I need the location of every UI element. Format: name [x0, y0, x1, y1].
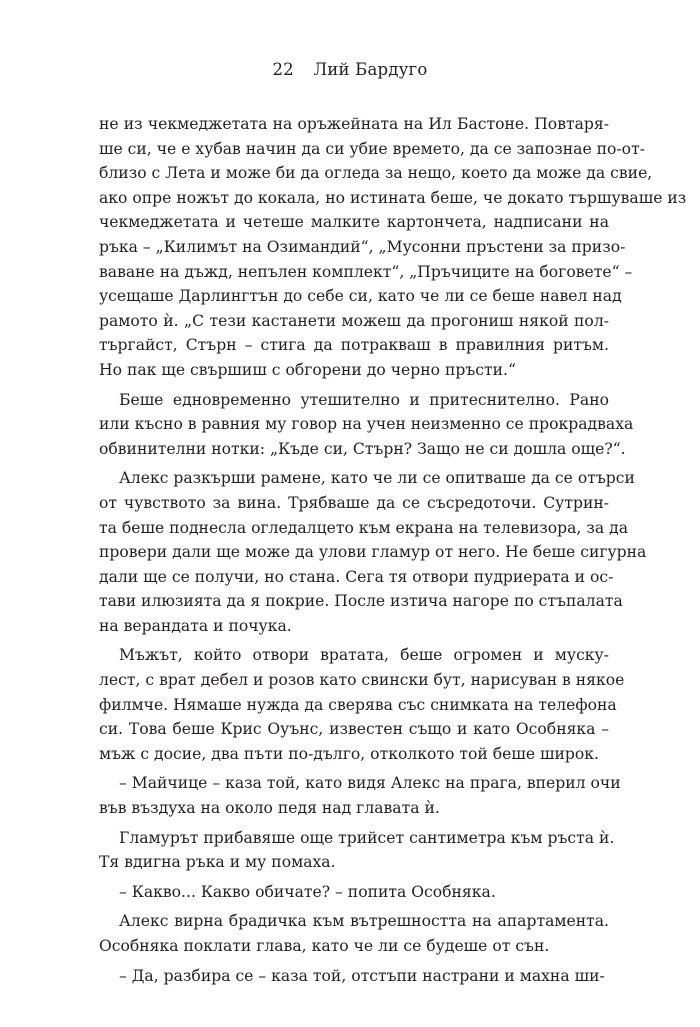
text-line: филмче. Нямаше нужда да сверява със снимката на телефона	[99, 695, 617, 714]
text-line: – Какво... Какво обичате? – попита Особняка.	[119, 882, 496, 901]
paragraph	[99, 880, 609, 905]
paragraph	[99, 909, 609, 958]
text-line: Тя вдигна ръка и му помаха.	[99, 853, 336, 872]
text-line: от чувството за вина. Трябваше да се съсредоточи. Сутрин-	[99, 493, 609, 512]
text-line: усещаше Дарлингтън до себе си, като че ли се беше навел над	[99, 287, 622, 306]
body-text	[99, 112, 687, 988]
text-line: – Да, разбира се – каза той, отстъпи настрани и махна ши-	[119, 966, 605, 985]
author-name: Лий Бардуго	[313, 60, 428, 79]
text-line: лест, с врат дебел и розов като свински бут, нарисуван в някое	[99, 671, 625, 690]
text-line: – Майчице – каза той, като видя Алекс на прага, вперил очи	[119, 774, 621, 793]
paragraph	[99, 388, 634, 462]
text-line: тави илюзията да я покрие. После изтича нагоре по стъпалата	[99, 592, 623, 611]
text-line: та беше поднесла огледалцето към екрана на телевизора, за да	[99, 518, 629, 537]
paragraph	[99, 964, 609, 989]
text-line: чекмеджетата и четеше малките картончета, надписани на	[99, 213, 609, 232]
text-line: провери дали ще може да улови гламур от него. Не беше сигурна	[99, 543, 647, 562]
text-line: на верандата и почука.	[99, 616, 292, 635]
paragraph	[99, 112, 687, 383]
page-number: 22	[272, 60, 294, 79]
text-line: си. Това беше Крис Оуънс, известен също и като Особняка –	[99, 720, 609, 739]
paragraph	[99, 771, 621, 820]
text-line: или късно в равния му говор на учен неизменно се прокрадваха	[99, 415, 634, 434]
text-line: ше си, че е хубав начин да си убие времето, да се запознае по-от-	[99, 139, 645, 158]
text-line: Алекс вирна брадичка към вътрешността на апартамента.	[119, 912, 609, 931]
text-line: Алекс разкърши рамене, като че ли се опитваше да се отърси	[119, 469, 635, 488]
paragraph	[99, 643, 625, 766]
text-line: Мъжът, който отвори вратата, беше огромен и муску-	[119, 646, 609, 665]
text-line: Беше едновременно утешително и притеснително. Рано	[119, 390, 609, 409]
text-line: дали ще се получи, но стана. Сега тя отвори пудриерата и ос-	[99, 567, 614, 586]
text-line: рамото ѝ. „С тези кастанети можеш да прогониш някой пол-	[99, 311, 609, 330]
text-line: обвинителни нотки: „Къде си, Стърн? Защо не си дошла още?“.	[99, 439, 626, 458]
text-line: мъж с досие, два пъти по-дълго, отколкото той беше широк.	[99, 744, 599, 763]
text-line: ръка – „Килимът на Озимандий“, „Мусонни пръстени за призо-	[99, 237, 626, 256]
paragraph	[99, 826, 615, 875]
text-line: Особняка поклати глава, като че ли се будеше от сън.	[99, 937, 550, 955]
text-line: Гламурът прибавяше още трийсет сантиметра към ръста ѝ.	[119, 828, 615, 847]
text-line: търгайст, Стърн – стига да потракваш в правилния ритъм.	[99, 336, 609, 355]
text-line: не из чекмеджетата на оръжейната на Ил Бастоне. Повтаря-	[99, 115, 609, 133]
text-line: ваване на дъжд, непълен комплект“, „Пръчиците на боговете“ –	[99, 262, 633, 281]
text-line: във въздуха на около педя над главата ѝ.	[99, 799, 440, 818]
text-line: близо с Лета и може би да огледа за нещо, което да може да свие,	[99, 164, 653, 183]
running-head	[0, 60, 700, 79]
text-line: ако опре ножът до кокала, но истината беше, че докато тършуваше из	[99, 188, 687, 207]
paragraph	[99, 466, 647, 638]
text-line: Но пак ще свършиш с обгорени до черно пръсти.“	[99, 360, 516, 379]
